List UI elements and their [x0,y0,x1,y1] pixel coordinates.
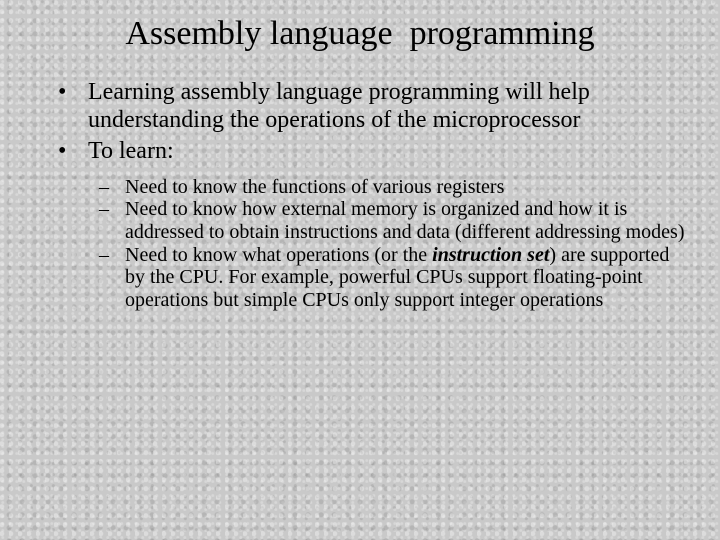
bullet-list [58,79,685,316]
sub-bullet-item [93,198,685,243]
sub-bullet-text-end: ) are supported by the CPU. For example, powerful CPUs support floating-point operations but simple CPUs only support integer operations [125,243,670,312]
bullet-text: Learning assembly language programming will help understanding the operations of the microprocessor [88,79,590,133]
bullet-marker: • [58,138,67,164]
sub-bullet-text: Need to know how external memory is organized and how it is addressed to obtain instructions and data (different addressing modes) [125,198,685,243]
bullet-marker: • [58,79,67,105]
sub-bullet-item [93,176,685,199]
bullet-text: To learn: [88,138,174,164]
bullet-item [58,138,685,312]
sub-bullet-text: Need to know the functions of various registers [125,175,505,198]
sub-bullet-marker: – [99,198,109,221]
sub-bullet-marker: – [99,175,109,198]
sub-bullet-list [88,175,685,312]
slide-title: Assembly language programming [125,15,595,52]
sub-bullet-marker: – [99,243,109,266]
emphasized-term: instruction set [432,243,550,266]
sub-bullet-text-start: Need to know what operations (or the [125,243,433,266]
bullet-item [58,79,678,134]
sub-bullet-item [93,244,685,312]
